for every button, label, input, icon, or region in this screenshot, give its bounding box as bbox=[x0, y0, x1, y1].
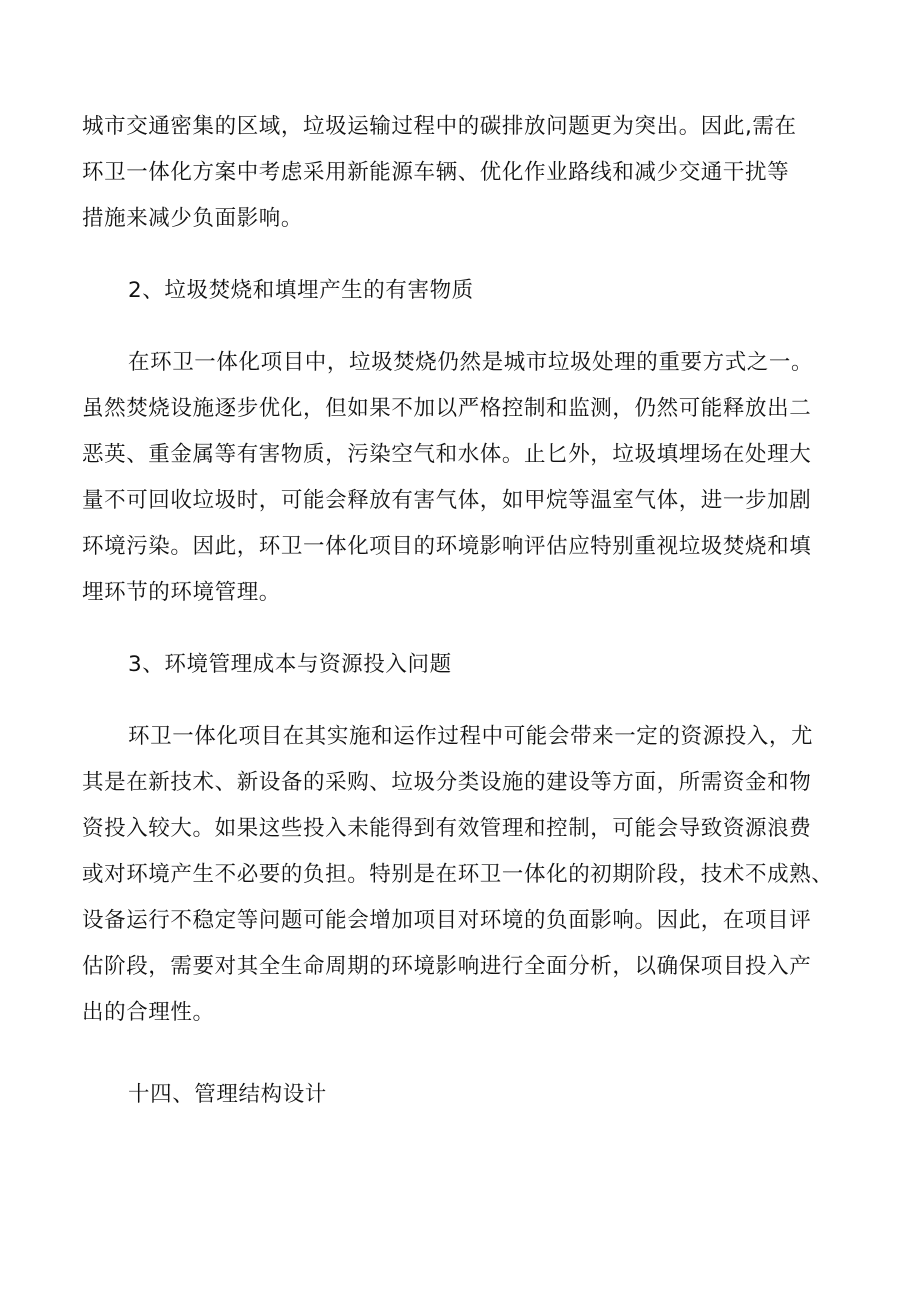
text-line: 其是在新技术、新设备的采购、垃圾分类设施的建设等方面，所需资金和物 bbox=[82, 770, 812, 795]
chapter-heading-14: 十四、管理结构设计 bbox=[128, 1082, 327, 1107]
section-2-paragraph bbox=[82, 340, 842, 616]
text-line: 埋环节的环境管理。 bbox=[82, 580, 281, 605]
section-heading-2: 2、垃圾焚烧和填埋产生的有害物质 bbox=[128, 278, 474, 303]
text-line: 措施来减少负面影响。 bbox=[82, 206, 304, 231]
text-line: 环卫一体化项目在其实施和运作过程中可能会带来一定的资源投入，尤 bbox=[128, 724, 814, 749]
continuation-paragraph bbox=[82, 104, 842, 242]
text-line: 城市交通密集的区域，垃圾运输过程中的碳排放问题更为突出。因此,需在 bbox=[82, 114, 797, 139]
text-line: 环卫一体化方案中考虑采用新能源车辆、优化作业路线和减少交通干扰等 bbox=[82, 160, 790, 185]
text-line: 设备运行不稳定等问题可能会增加项目对环境的负面影响。因此，在项目评 bbox=[82, 908, 812, 933]
text-line: 估阶段，需要对其全生命周期的环境影响进行全面分析，以确保项目投入产 bbox=[82, 954, 812, 979]
text-line: 在环卫一体化项目中，垃圾焚烧仍然是城市垃圾处理的重要方式之一。 bbox=[128, 350, 814, 375]
text-line: 或对环境产生不必要的负担。特别是在环卫一体化的初期阶段，技术不成熟、 bbox=[82, 862, 834, 887]
text-line: 虽然焚烧设施逐步优化，但如果不加以严格控制和监测，仍然可能释放出二 bbox=[82, 396, 812, 421]
section-heading-3: 3、环境管理成本与资源投入问题 bbox=[128, 652, 452, 677]
document-body bbox=[82, 104, 842, 1118]
text-line: 恶英、重金属等有害物质，污染空气和水体。止匕外，垃圾填埋场在处理大 bbox=[82, 442, 812, 467]
text-line: 量不可回收垃圾时，可能会释放有害气体，如甲烷等温室气体，进一步加剧 bbox=[82, 488, 812, 513]
text-line: 资投入较大。如果这些投入未能得到有效管理和控制，可能会导致资源浪费 bbox=[82, 816, 812, 841]
section-3-paragraph bbox=[82, 714, 842, 1036]
text-line: 出的合理性。 bbox=[82, 1000, 215, 1025]
text-line: 环境污染。因此，环卫一体化项目的环境影响评估应特别重视垃圾焚烧和填 bbox=[82, 534, 812, 559]
